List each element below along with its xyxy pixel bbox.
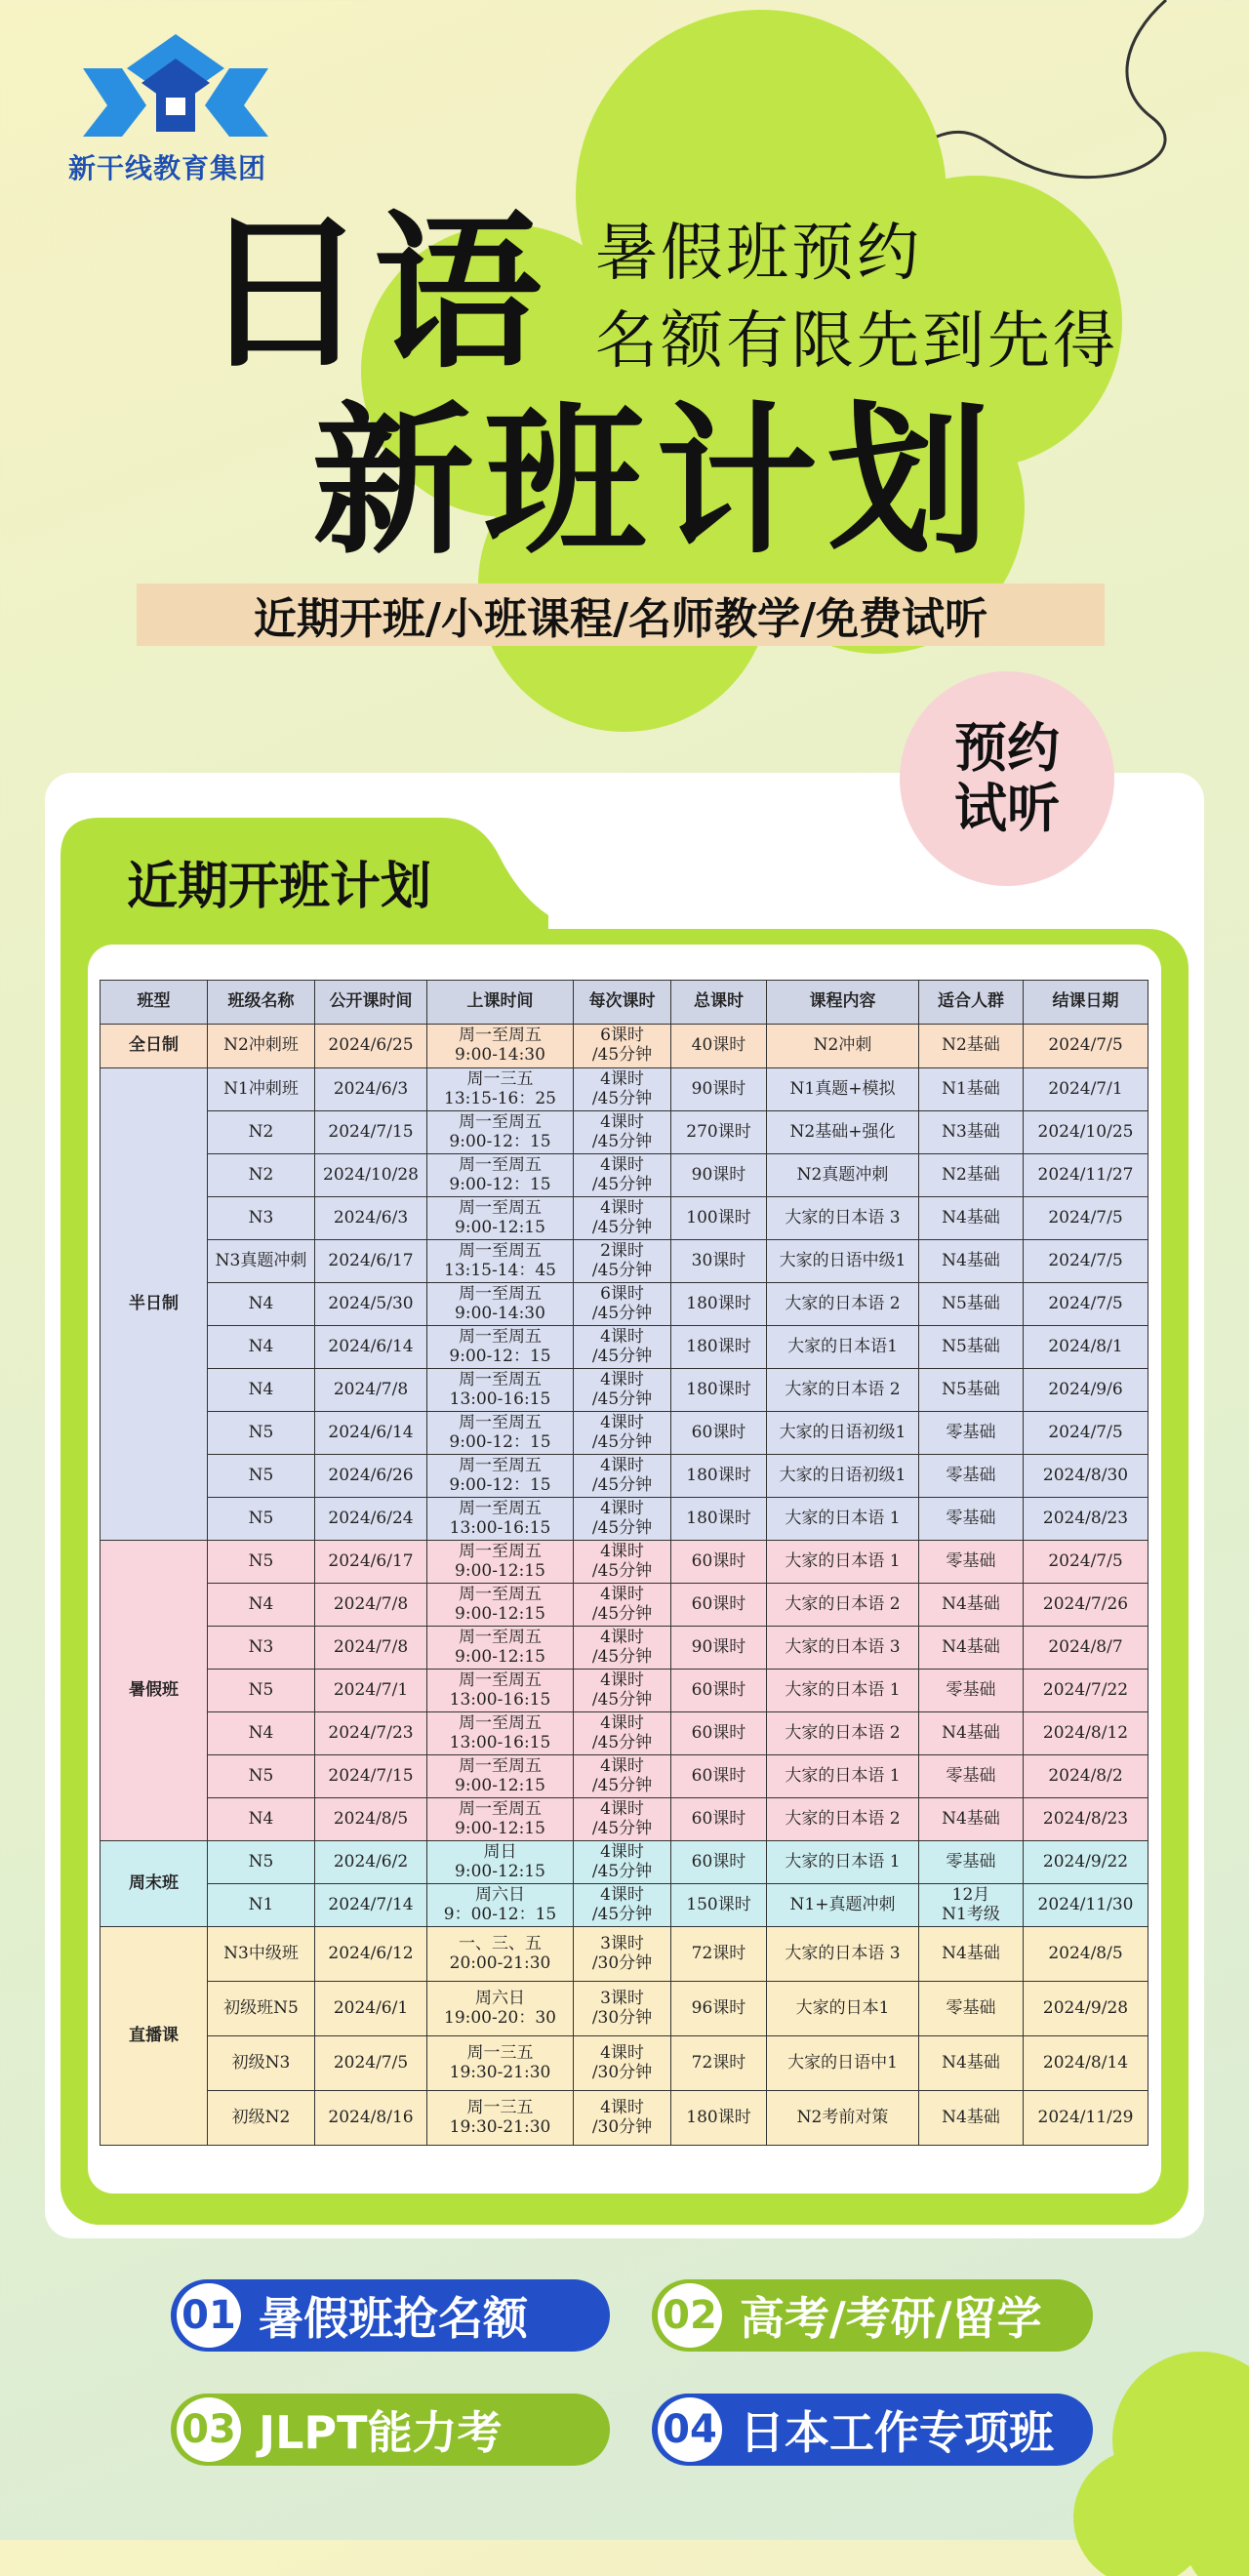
target-level-cell: N4基础	[919, 1584, 1024, 1627]
brand-logo	[68, 29, 293, 195]
class-type-cell: 直播课	[101, 1927, 208, 2146]
open-date-cell: 2024/6/24	[315, 1498, 427, 1541]
total-hours-cell: 60课时	[671, 1541, 767, 1584]
course-content-cell: 大家的日本语 2	[767, 1369, 919, 1412]
class-time-cell: 周一至周五 9:00-12:15	[427, 1755, 574, 1798]
table-row	[101, 1498, 1148, 1541]
pill-number-4: 04	[658, 2397, 722, 2462]
session-length-cell: 4课时 /45分钟	[574, 1154, 671, 1197]
target-level-cell: N2基础	[919, 1154, 1024, 1197]
table-row	[101, 1412, 1148, 1455]
class-type-cell: 全日制	[101, 1025, 208, 1068]
end-date-cell: 2024/7/5	[1024, 1283, 1148, 1326]
total-hours-cell: 180课时	[671, 1283, 767, 1326]
total-hours-cell: 60课时	[671, 1841, 767, 1884]
table-row	[101, 1369, 1148, 1412]
table-header-cell: 班级名称	[208, 981, 315, 1025]
class-type-cell: 半日制	[101, 1068, 208, 1541]
session-length-cell: 4课时 /45分钟	[574, 1111, 671, 1154]
class-name-cell: N5	[208, 1541, 315, 1584]
target-level-cell: 零基础	[919, 1541, 1024, 1584]
table-row	[101, 1111, 1148, 1154]
end-date-cell: 2024/11/30	[1024, 1884, 1148, 1927]
end-date-cell: 2024/8/1	[1024, 1326, 1148, 1369]
target-level-cell: 零基础	[919, 1498, 1024, 1541]
total-hours-cell: 60课时	[671, 1755, 767, 1798]
course-content-cell: N2基础+强化	[767, 1111, 919, 1154]
class-time-cell: 周一至周五 9:00-12:15	[427, 1584, 574, 1627]
class-time-cell: 一、三、五 20:00-21:30	[427, 1927, 574, 1982]
course-content-cell: N2考前对策	[767, 2091, 919, 2146]
course-content-cell: 大家的日本语 2	[767, 1584, 919, 1627]
course-content-cell: 大家的日本语 2	[767, 1283, 919, 1326]
open-date-cell: 2024/7/8	[315, 1627, 427, 1670]
total-hours-cell: 90课时	[671, 1154, 767, 1197]
open-date-cell: 2024/6/3	[315, 1197, 427, 1240]
target-level-cell: 零基础	[919, 1670, 1024, 1712]
class-name-cell: N4	[208, 1584, 315, 1627]
session-length-cell: 4课时 /30分钟	[574, 2091, 671, 2146]
total-hours-cell: 180课时	[671, 2091, 767, 2146]
trial-badge-line2: 试听	[954, 778, 1060, 839]
table-row	[101, 1283, 1148, 1326]
course-content-cell: 大家的日本语 1	[767, 1498, 919, 1541]
class-time-cell: 周一至周五 9:00-12:15	[427, 1197, 574, 1240]
end-date-cell: 2024/7/5	[1024, 1197, 1148, 1240]
table-row	[101, 1755, 1148, 1798]
schedule-table	[100, 980, 1148, 2146]
class-time-cell: 周一至周五 13:00-16:15	[427, 1498, 574, 1541]
total-hours-cell: 90课时	[671, 1068, 767, 1111]
session-length-cell: 4课时 /45分钟	[574, 1584, 671, 1627]
course-content-cell: N1真题+模拟	[767, 1068, 919, 1111]
target-level-cell: 零基础	[919, 1982, 1024, 2036]
open-date-cell: 2024/7/5	[315, 2036, 427, 2091]
class-name-cell: N5	[208, 1841, 315, 1884]
brand-name: 新干线教育集团	[68, 152, 267, 184]
table-row	[101, 1326, 1148, 1369]
headline-big: 新班计划	[312, 388, 999, 577]
target-level-cell: N4基础	[919, 1927, 1024, 1982]
class-type-cell: 暑假班	[101, 1541, 208, 1841]
table-row	[101, 1068, 1148, 1111]
table-header-cell: 适合人群	[919, 981, 1024, 1025]
end-date-cell: 2024/7/1	[1024, 1068, 1148, 1111]
pill-number-1: 01	[177, 2283, 241, 2348]
class-name-cell: N1冲刺班	[208, 1068, 315, 1111]
target-level-cell: N4基础	[919, 2091, 1024, 2146]
pill-label-1: 暑假班抢名额	[259, 2292, 528, 2345]
class-name-cell: N5	[208, 1412, 315, 1455]
total-hours-cell: 60课时	[671, 1670, 767, 1712]
table-header-cell: 结课日期	[1024, 981, 1148, 1025]
pill-label-3: JLPT能力考	[259, 2406, 503, 2459]
end-date-cell: 2024/9/22	[1024, 1841, 1148, 1884]
end-date-cell: 2024/11/27	[1024, 1154, 1148, 1197]
target-level-cell: N5基础	[919, 1283, 1024, 1326]
pill-label-2: 高考/考研/留学	[740, 2292, 1042, 2345]
open-date-cell: 2024/6/14	[315, 1412, 427, 1455]
class-name-cell: N3中级班	[208, 1927, 315, 1982]
course-content-cell: 大家的日本语 1	[767, 1755, 919, 1798]
target-level-cell: N4基础	[919, 2036, 1024, 2091]
class-name-cell: N2	[208, 1154, 315, 1197]
target-level-cell: N4基础	[919, 1197, 1024, 1240]
session-length-cell: 3课时 /30分钟	[574, 1927, 671, 1982]
class-time-cell: 周一至周五 9:00-12:15	[427, 1541, 574, 1584]
table-row	[101, 1197, 1148, 1240]
end-date-cell: 2024/8/14	[1024, 2036, 1148, 2091]
open-date-cell: 2024/7/14	[315, 1884, 427, 1927]
course-content-cell: 大家的日本语1	[767, 1326, 919, 1369]
course-content-cell: 大家的日语初级1	[767, 1455, 919, 1498]
class-time-cell: 周一至周五 9:00-14:30	[427, 1025, 574, 1068]
table-row	[101, 2036, 1148, 2091]
end-date-cell: 2024/8/23	[1024, 1498, 1148, 1541]
open-date-cell: 2024/6/14	[315, 1326, 427, 1369]
session-length-cell: 4课时 /45分钟	[574, 1326, 671, 1369]
open-date-cell: 2024/7/15	[315, 1111, 427, 1154]
end-date-cell: 2024/7/22	[1024, 1670, 1148, 1712]
course-content-cell: 大家的日本1	[767, 1982, 919, 2036]
course-content-cell: 大家的日本语 2	[767, 1798, 919, 1841]
course-content-cell: 大家的日语中1	[767, 2036, 919, 2091]
class-name-cell: 初级N2	[208, 2091, 315, 2146]
trial-badge-line1: 预约	[954, 716, 1060, 779]
total-hours-cell: 72课时	[671, 1927, 767, 1982]
table-header-cell: 上课时间	[427, 981, 574, 1025]
class-name-cell: N5	[208, 1455, 315, 1498]
course-content-cell: N1+真题冲刺	[767, 1884, 919, 1927]
feature-pill-2[interactable]	[652, 2279, 1093, 2352]
class-time-cell: 周一至周五 9:00-12：15	[427, 1326, 574, 1369]
logo-mark-icon	[78, 29, 273, 141]
course-content-cell: N2真题冲刺	[767, 1154, 919, 1197]
feature-pill-1[interactable]	[171, 2279, 610, 2352]
session-length-cell: 4课时 /45分钟	[574, 1541, 671, 1584]
class-name-cell: N3	[208, 1627, 315, 1670]
target-level-cell: 零基础	[919, 1455, 1024, 1498]
target-level-cell: N2基础	[919, 1025, 1024, 1068]
open-date-cell: 2024/7/23	[315, 1712, 427, 1755]
open-date-cell: 2024/8/5	[315, 1798, 427, 1841]
course-content-cell: 大家的日语初级1	[767, 1412, 919, 1455]
table-row	[101, 1982, 1148, 2036]
table-row	[101, 1798, 1148, 1841]
course-content-cell: 大家的日语中级1	[767, 1240, 919, 1283]
trial-badge[interactable]	[900, 671, 1114, 886]
open-date-cell: 2024/6/3	[315, 1068, 427, 1111]
class-time-cell: 周一至周五 9:00-12:15	[427, 1798, 574, 1841]
end-date-cell: 2024/7/26	[1024, 1584, 1148, 1627]
target-level-cell: N5基础	[919, 1326, 1024, 1369]
session-length-cell: 4课时 /30分钟	[574, 2036, 671, 2091]
table-row	[101, 1541, 1148, 1584]
table-header-row	[101, 981, 1148, 1025]
total-hours-cell: 96课时	[671, 1982, 767, 2036]
table-row	[101, 1927, 1148, 1982]
class-name-cell: N4	[208, 1712, 315, 1755]
target-level-cell: 12月 N1考级	[919, 1884, 1024, 1927]
target-level-cell: N3基础	[919, 1111, 1024, 1154]
class-time-cell: 周一至周五 9:00-14:30	[427, 1283, 574, 1326]
target-level-cell: 零基础	[919, 1755, 1024, 1798]
total-hours-cell: 270课时	[671, 1111, 767, 1154]
table-row	[101, 1154, 1148, 1197]
table-header-cell: 总课时	[671, 981, 767, 1025]
target-level-cell: N4基础	[919, 1627, 1024, 1670]
session-length-cell: 6课时 /45分钟	[574, 1283, 671, 1326]
open-date-cell: 2024/6/17	[315, 1541, 427, 1584]
end-date-cell: 2024/8/30	[1024, 1455, 1148, 1498]
open-date-cell: 2024/6/17	[315, 1240, 427, 1283]
table-row	[101, 1025, 1148, 1068]
class-name-cell: 初级N3	[208, 2036, 315, 2091]
feature-banner: 近期开班/小班课程/名师教学/免费试听	[137, 584, 1105, 646]
class-time-cell: 周一三五 19:30-21:30	[427, 2091, 574, 2146]
session-length-cell: 4课时 /45分钟	[574, 1884, 671, 1927]
course-content-cell: 大家的日本语 3	[767, 1197, 919, 1240]
end-date-cell: 2024/9/28	[1024, 1982, 1148, 2036]
session-length-cell: 4课时 /45分钟	[574, 1068, 671, 1111]
class-time-cell: 周日 9:00-12:15	[427, 1841, 574, 1884]
target-level-cell: 零基础	[919, 1412, 1024, 1455]
session-length-cell: 4课时 /45分钟	[574, 1712, 671, 1755]
class-time-cell: 周一至周五 13:15-14：45	[427, 1240, 574, 1283]
table-row	[101, 1627, 1148, 1670]
open-date-cell: 2024/6/1	[315, 1982, 427, 2036]
total-hours-cell: 60课时	[671, 1712, 767, 1755]
course-content-cell: 大家的日本语 3	[767, 1627, 919, 1670]
target-level-cell: N5基础	[919, 1369, 1024, 1412]
class-name-cell: N1	[208, 1884, 315, 1927]
end-date-cell: 2024/7/5	[1024, 1240, 1148, 1283]
open-date-cell: 2024/8/16	[315, 2091, 427, 2146]
class-name-cell: N3真题冲刺	[208, 1240, 315, 1283]
course-content-cell: 大家的日本语 3	[767, 1927, 919, 1982]
table-header-cell: 课程内容	[767, 981, 919, 1025]
open-date-cell: 2024/7/1	[315, 1670, 427, 1712]
class-time-cell: 周六日 9：00-12：15	[427, 1884, 574, 1927]
session-length-cell: 2课时 /45分钟	[574, 1240, 671, 1283]
session-length-cell: 4课时 /45分钟	[574, 1627, 671, 1670]
open-date-cell: 2024/6/25	[315, 1025, 427, 1068]
class-time-cell: 周一至周五 9:00-12：15	[427, 1111, 574, 1154]
class-name-cell: N3	[208, 1197, 315, 1240]
end-date-cell: 2024/10/25	[1024, 1111, 1148, 1154]
table-header-cell: 班型	[101, 981, 208, 1025]
feature-pill-3[interactable]	[171, 2394, 610, 2466]
total-hours-cell: 180课时	[671, 1498, 767, 1541]
session-length-cell: 4课时 /45分钟	[574, 1755, 671, 1798]
total-hours-cell: 180课时	[671, 1326, 767, 1369]
class-time-cell: 周一至周五 9:00-12：15	[427, 1455, 574, 1498]
total-hours-cell: 40课时	[671, 1025, 767, 1068]
class-name-cell: N5	[208, 1670, 315, 1712]
table-row	[101, 1841, 1148, 1884]
session-length-cell: 4课时 /45分钟	[574, 1841, 671, 1884]
table-row	[101, 1712, 1148, 1755]
pill-number-3: 03	[177, 2397, 241, 2462]
end-date-cell: 2024/8/2	[1024, 1755, 1148, 1798]
total-hours-cell: 60课时	[671, 1584, 767, 1627]
end-date-cell: 2024/7/5	[1024, 1541, 1148, 1584]
session-length-cell: 6课时 /45分钟	[574, 1025, 671, 1068]
course-content-cell: 大家的日本语 1	[767, 1670, 919, 1712]
class-name-cell: N5	[208, 1755, 315, 1798]
total-hours-cell: 100课时	[671, 1197, 767, 1240]
session-length-cell: 4课时 /45分钟	[574, 1369, 671, 1412]
table-row	[101, 2091, 1148, 2146]
class-name-cell: 初级班N5	[208, 1982, 315, 2036]
target-level-cell: N4基础	[919, 1798, 1024, 1841]
open-date-cell: 2024/5/30	[315, 1283, 427, 1326]
table-row	[101, 1455, 1148, 1498]
table-row	[101, 1670, 1148, 1712]
target-level-cell: N4基础	[919, 1240, 1024, 1283]
headline-main: 日语	[200, 195, 547, 391]
end-date-cell: 2024/9/6	[1024, 1369, 1148, 1412]
class-name-cell: N4	[208, 1798, 315, 1841]
class-name-cell: N4	[208, 1326, 315, 1369]
class-time-cell: 周一三五 13:15-16：25	[427, 1068, 574, 1111]
session-length-cell: 4课时 /45分钟	[574, 1197, 671, 1240]
end-date-cell: 2024/8/7	[1024, 1627, 1148, 1670]
class-time-cell: 周一至周五 9:00-12：15	[427, 1412, 574, 1455]
class-name-cell: N4	[208, 1369, 315, 1412]
session-length-cell: 4课时 /45分钟	[574, 1498, 671, 1541]
table-header-cell: 公开课时间	[315, 981, 427, 1025]
session-length-cell: 4课时 /45分钟	[574, 1412, 671, 1455]
course-content-cell: 大家的日本语 2	[767, 1712, 919, 1755]
class-name-cell: N2冲刺班	[208, 1025, 315, 1068]
session-length-cell: 4课时 /45分钟	[574, 1670, 671, 1712]
total-hours-cell: 30课时	[671, 1240, 767, 1283]
target-level-cell: N4基础	[919, 1712, 1024, 1755]
table-row	[101, 1240, 1148, 1283]
class-time-cell: 周一至周五 9:00-12:15	[427, 1627, 574, 1670]
class-name-cell: N2	[208, 1111, 315, 1154]
class-time-cell: 周一至周五 9:00-12：15	[427, 1154, 574, 1197]
headline-line1: 暑假班预约	[595, 218, 922, 290]
total-hours-cell: 150课时	[671, 1884, 767, 1927]
section-title: 近期开班计划	[127, 858, 432, 916]
session-length-cell: 3课时 /30分钟	[574, 1982, 671, 2036]
open-date-cell: 2024/6/26	[315, 1455, 427, 1498]
end-date-cell: 2024/8/5	[1024, 1927, 1148, 1982]
headline-line2: 名额有限先到先得	[595, 305, 1118, 378]
class-name-cell: N5	[208, 1498, 315, 1541]
pill-label-4: 日本工作专项班	[740, 2406, 1054, 2459]
total-hours-cell: 180课时	[671, 1369, 767, 1412]
end-date-cell: 2024/7/5	[1024, 1412, 1148, 1455]
target-level-cell: 零基础	[919, 1841, 1024, 1884]
target-level-cell: N1基础	[919, 1068, 1024, 1111]
open-date-cell: 2024/7/8	[315, 1369, 427, 1412]
open-date-cell: 2024/10/28	[315, 1154, 427, 1197]
session-length-cell: 4课时 /45分钟	[574, 1798, 671, 1841]
end-date-cell: 2024/11/29	[1024, 2091, 1148, 2146]
table-body	[101, 1025, 1148, 2146]
course-content-cell: N2冲刺	[767, 1025, 919, 1068]
feature-pill-4[interactable]	[652, 2394, 1093, 2466]
open-date-cell: 2024/6/2	[315, 1841, 427, 1884]
end-date-cell: 2024/7/5	[1024, 1025, 1148, 1068]
table-header-cell: 每次课时	[574, 981, 671, 1025]
total-hours-cell: 72课时	[671, 2036, 767, 2091]
session-length-cell: 4课时 /45分钟	[574, 1455, 671, 1498]
total-hours-cell: 60课时	[671, 1798, 767, 1841]
class-type-cell: 周末班	[101, 1841, 208, 1927]
open-date-cell: 2024/7/15	[315, 1755, 427, 1798]
pill-number-2: 02	[658, 2283, 722, 2348]
table-row	[101, 1884, 1148, 1927]
table-row	[101, 1584, 1148, 1627]
class-time-cell: 周一至周五 13:00-16:15	[427, 1369, 574, 1412]
open-date-cell: 2024/7/8	[315, 1584, 427, 1627]
class-name-cell: N4	[208, 1283, 315, 1326]
open-date-cell: 2024/6/12	[315, 1927, 427, 1982]
class-time-cell: 周一至周五 13:00-16:15	[427, 1670, 574, 1712]
total-hours-cell: 180课时	[671, 1455, 767, 1498]
total-hours-cell: 90课时	[671, 1627, 767, 1670]
end-date-cell: 2024/8/12	[1024, 1712, 1148, 1755]
class-time-cell: 周一三五 19:30-21:30	[427, 2036, 574, 2091]
total-hours-cell: 60课时	[671, 1412, 767, 1455]
class-time-cell: 周六日 19:00-20：30	[427, 1982, 574, 2036]
course-content-cell: 大家的日本语 1	[767, 1541, 919, 1584]
end-date-cell: 2024/8/23	[1024, 1798, 1148, 1841]
course-content-cell: 大家的日本语 1	[767, 1841, 919, 1884]
class-time-cell: 周一至周五 13:00-16:15	[427, 1712, 574, 1755]
